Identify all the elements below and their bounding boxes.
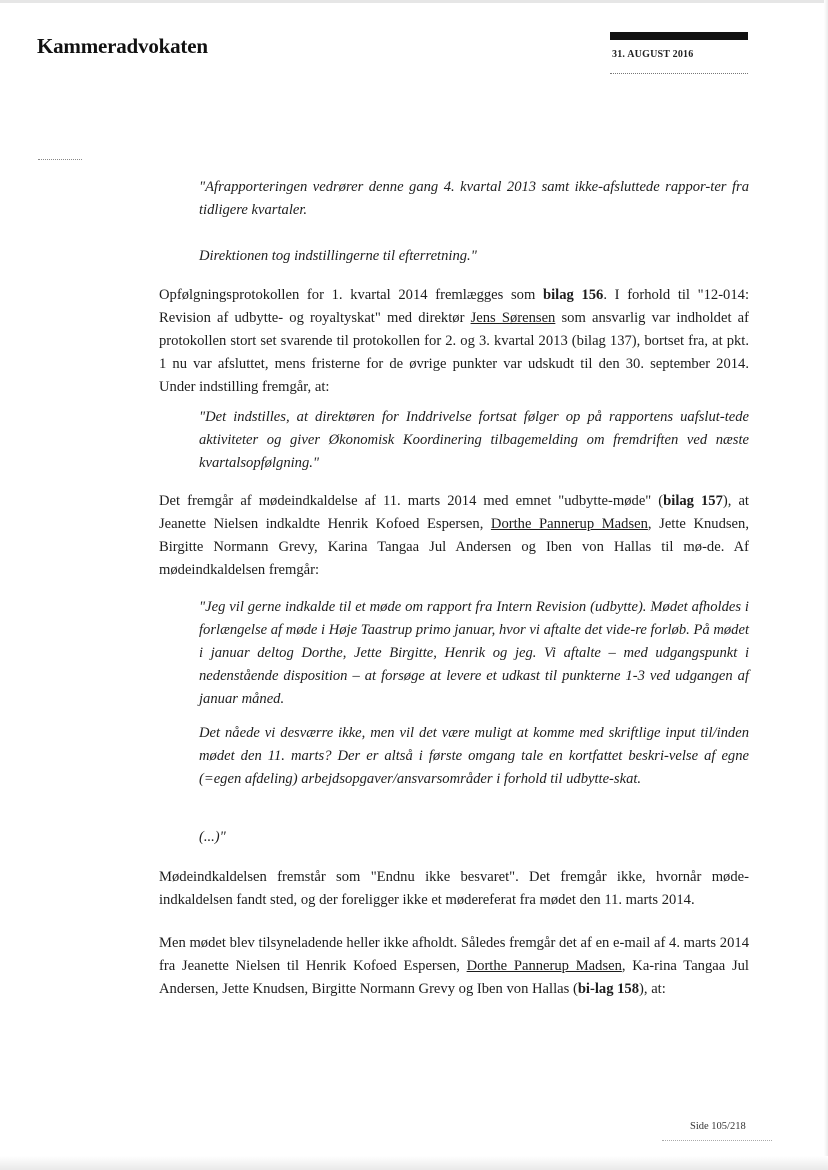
body-paragraph xyxy=(159,932,749,1001)
quote-paragraph: "Jeg vil gerne indkalde til et møde om rapport fra Intern Revision (udbytte). Mødet afholdes i forlængelse af møde i Høje Taastrup primo januar, hvor vi aftalte det vide-re forløb. På mødet i januar deltog Dorthe, Jette Birgitte, Henrik og jeg. Vi aftalte – med udgangspunkt i nedenstående disposition – at forsøge at levere et udkast til punkterne 1-3 ved udgangen af januar måned. xyxy=(199,599,749,707)
page-number: Side 105/218 xyxy=(690,1121,746,1132)
text-run: , Ka-rina Tangaa Jul Andersen, Jette Knudsen, Birgitte Normann Grevy og Iben von Hallas ( xyxy=(159,958,749,997)
body-paragraph xyxy=(159,490,749,582)
quote-paragraph: "Det indstilles, at direktøren for Inddrivelse fortsat følger op på rapportens uafslut-tede aktiviteter og giver Økonomisk Koordinering tilbagemelding om fremdriften ved næste kvartalsopfølgning." xyxy=(199,409,749,471)
text-run: ), at Jeanette Nielsen indkaldte Henrik Kofoed Espersen, xyxy=(159,493,749,532)
document-date: 31. AUGUST 2016 xyxy=(612,49,694,60)
person-name: Dorthe Pannerup Madsen xyxy=(466,958,622,974)
firm-name: Kammeradvokaten xyxy=(37,34,208,58)
text-run: ), at: xyxy=(639,981,666,997)
footer-dotted-rule xyxy=(662,1140,772,1141)
quote-paragraph: Det nåede vi desværre ikke, men vil det være muligt at komme med skriftlige input til/inden mødet den 11. marts? Der er altså i første omgang tale en kortfattet beskri-velse af egne (=egen afdeling) arbejdsopgaver/ansvarsområder i forhold til udbytte-skat. xyxy=(199,725,749,787)
text-run: Opfølgningsprotokollen for 1. kvartal 2014 fremlægges som xyxy=(159,287,543,303)
person-name: Dorthe Pannerup Madsen xyxy=(490,516,648,532)
bilag-reference: bilag 156 xyxy=(542,287,604,303)
quote-paragraph: "Afrapporteringen vedrører denne gang 4. kvartal 2013 samt ikke-afsluttede rappor-ter fra tidligere kvartaler. xyxy=(199,179,749,218)
bilag-reference: bi-lag 158 xyxy=(577,981,640,997)
page-edge-shadow xyxy=(824,0,828,1170)
body-paragraph: Mødeindkaldelsen fremstår som "Endnu ikke besvaret". Det fremgår ikke, hvornår møde-indkaldelsen fandt sted, og der foreligger ikke et mødereferat fra mødet den 11. marts 2014. xyxy=(159,869,749,908)
margin-dotted-rule xyxy=(38,159,82,160)
date-dotted-rule xyxy=(610,73,748,74)
text-run: som ansvarlig var indholdet af protokollen stort set svarende til protokollen for 2. og 3. kvartal 2013 (bilag 137), bortset fra, at pkt. 1 nu var afsluttet, mens fristerne for de øvrige punkter var udskudt til den 30. september 2014. Under indstilling fremgår, at: xyxy=(159,310,749,395)
text-run: . I forhold til "12-014: Revision af udbytte- og royaltyskat" med direktør xyxy=(159,287,750,326)
body-paragraph xyxy=(159,284,749,399)
page-edge-bottom xyxy=(0,1156,828,1170)
text-run: , Jette Knudsen, Birgitte Normann Grevy, Karina Tangaa Jul Andersen og Iben von Hallas til mø-de. Af mødeindkaldelsen fremgår: xyxy=(159,516,749,578)
text-run: Det fremgår af mødeindkaldelse af 11. marts 2014 med emnet "udbytte-møde" ( xyxy=(159,493,664,509)
bilag-reference: bilag 157 xyxy=(663,493,723,509)
page-edge xyxy=(0,0,828,3)
quote-paragraph: (...)" xyxy=(199,829,226,845)
header-rule xyxy=(610,32,748,40)
text-run: Men mødet blev tilsyneladende heller ikke afholdt. Således fremgår det af en e-mail af 4. marts 2014 fra Jeanette Nielsen til Henrik Kofoed Espersen, xyxy=(159,935,749,974)
person-name: Jens Sørensen xyxy=(470,310,556,326)
quote-paragraph: Direktionen tog indstillingerne til efterretning." xyxy=(199,248,477,264)
